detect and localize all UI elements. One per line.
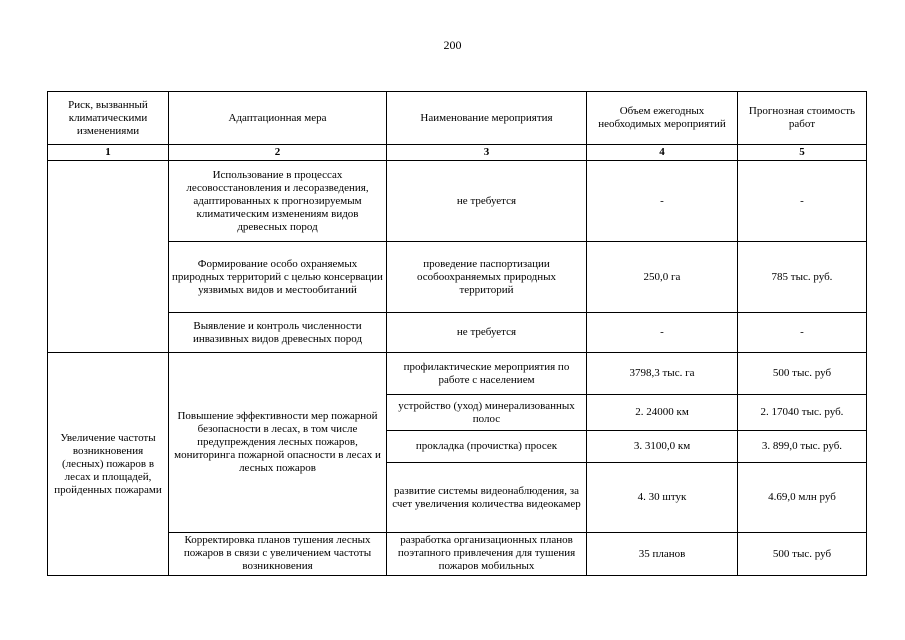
cost-cell: 3. 899,0 тыс. руб. <box>738 431 867 463</box>
table-row <box>48 533 867 576</box>
measure-cell: Формирование особо охраняемых природных территорий с целью консервации уязвимых видов и местообитаний <box>169 242 387 313</box>
header-cost: Прогнозная стоимость работ <box>738 92 867 145</box>
volume-cell: 4. 30 штук <box>587 463 738 533</box>
cost-cell: 2. 17040 тыс. руб. <box>738 395 867 431</box>
risk-cell: Увеличение частоты возникновения (лесных) пожаров в лесах и площадей, пройденных пожарами <box>48 353 169 576</box>
header-volume: Объем ежегодных необходимых мероприятий <box>587 92 738 145</box>
activity-cell: не требуется <box>387 313 587 353</box>
activity-cell <box>387 533 587 576</box>
activity-cell: устройство (уход) минерализованных полос <box>387 395 587 431</box>
table-row <box>48 353 867 395</box>
measure-cell <box>169 533 387 576</box>
header-row <box>48 92 867 145</box>
activity-cell: проведение паспортизации особоохраняемых природных территорий <box>387 242 587 313</box>
volume-cell: - <box>587 313 738 353</box>
column-number: 3 <box>387 145 587 161</box>
volume-cell: 3. 3100,0 км <box>587 431 738 463</box>
activity-cell: развитие системы видеонаблюдения, за счет увеличения количества видеокамер <box>387 463 587 533</box>
adaptation-measures-table <box>47 91 867 576</box>
cost-cell: 500 тыс. руб <box>738 533 867 576</box>
column-number: 2 <box>169 145 387 161</box>
volume-cell: 3798,3 тыс. га <box>587 353 738 395</box>
activity-text-clipped: разработка организационных планов поэтапного привлечения для тушения пожаров мобильных <box>397 534 576 570</box>
cost-cell: 500 тыс. руб <box>738 353 867 395</box>
volume-cell: 250,0 га <box>587 242 738 313</box>
measure-cell: Повышение эффективности мер пожарной безопасности в лесах, в том числе предупреждения лесных пожаров, мониторинга пожарной опасности в лесах и лесных пожаров <box>169 353 387 533</box>
risk-cell-empty <box>48 161 169 353</box>
header-measure: Адаптационная мера <box>169 92 387 145</box>
activity-cell: профилактические мероприятия по работе с населением <box>387 353 587 395</box>
volume-cell: - <box>587 161 738 242</box>
header-activity: Наименование мероприятия <box>387 92 587 145</box>
activity-cell: не требуется <box>387 161 587 242</box>
cost-cell: 785 тыс. руб. <box>738 242 867 313</box>
cost-cell: - <box>738 161 867 242</box>
measure-cell: Выявление и контроль численности инвазивных видов древесных пород <box>169 313 387 353</box>
volume-cell: 35 планов <box>587 533 738 576</box>
cost-cell: 4.69,0 млн руб <box>738 463 867 533</box>
measure-cell: Использование в процессах лесовосстановления и лесоразведения, адаптированных к прогнозируемым климатическим изменениям видов древесных пород <box>169 161 387 242</box>
page-number: 200 <box>443 38 462 52</box>
table-row <box>48 161 867 242</box>
column-number: 5 <box>738 145 867 161</box>
volume-cell: 2. 24000 км <box>587 395 738 431</box>
header-risk: Риск, вызванный климатическими изменениями <box>48 92 169 145</box>
activity-cell: прокладка (прочистка) просек <box>387 431 587 463</box>
cost-cell: - <box>738 313 867 353</box>
column-number: 4 <box>587 145 738 161</box>
table-row <box>48 313 867 353</box>
table-row <box>48 242 867 313</box>
measure-text-clipped: Корректировка планов тушения лесных пожаров в связи с увеличением частоты возникновения <box>183 534 372 570</box>
column-number-row <box>48 145 867 161</box>
column-number: 1 <box>48 145 169 161</box>
